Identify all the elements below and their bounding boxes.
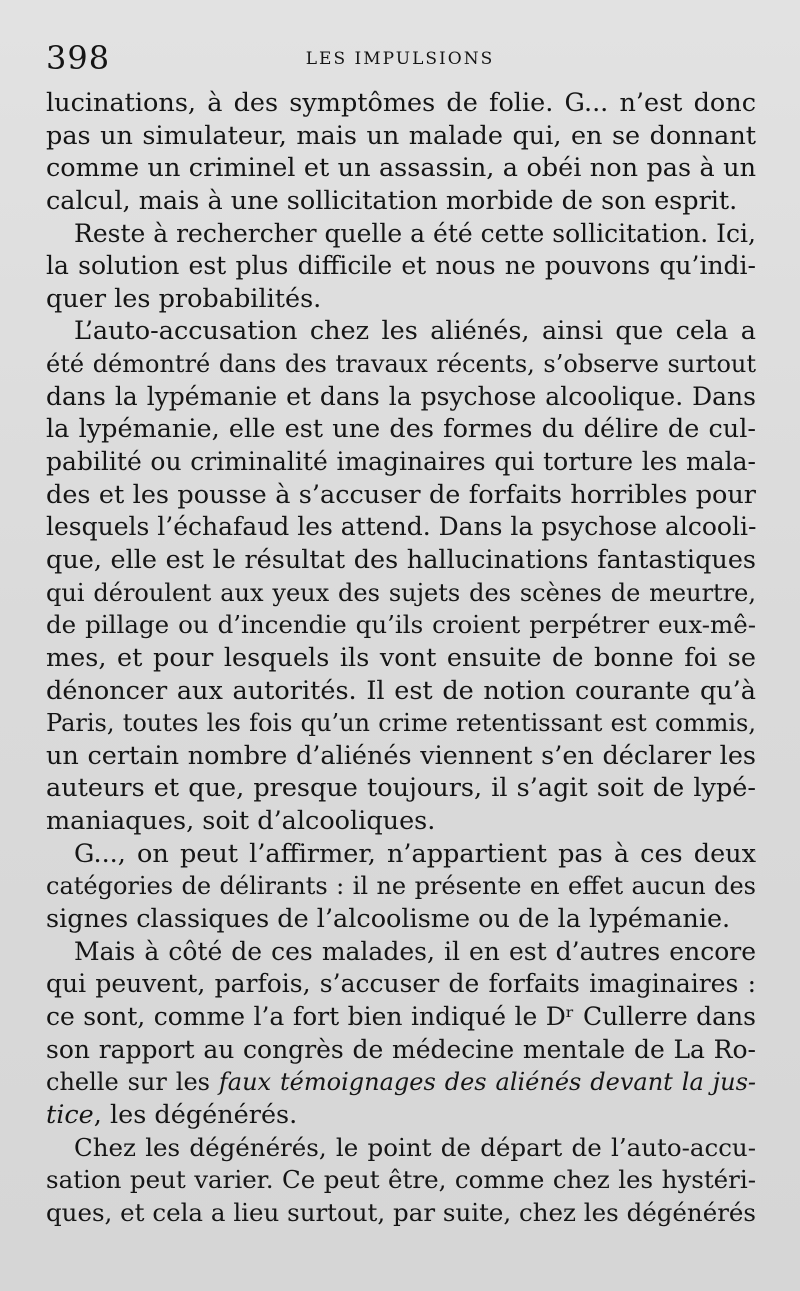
text-line: la solution est plus difficile et nous ne pouvons qu’indi- <box>46 251 756 281</box>
body-text <box>46 87 756 1229</box>
text-line: son rapport au congrès de médecine mentale de La Ro- <box>46 1034 756 1064</box>
text-line: auteurs et que, presque toujours, il s’agit soit de lypé- <box>46 773 756 804</box>
text-line: catégories de délirants : il ne présente en effet aucun des <box>46 872 756 901</box>
text-line: maniaques, soit d’alcooliques. <box>46 806 436 837</box>
text-line: Paris, toutes les fois qu’un crime retentissant est commis, <box>46 709 756 738</box>
text-line: de pillage ou d’incendie qu’ils croient perpétrer eux-mê- <box>46 610 756 640</box>
running-head: LES IMPULSIONS <box>305 49 495 69</box>
text-line: signes classiques de l’alcoolisme ou de la lypémanie. <box>46 904 731 935</box>
text-line <box>46 1099 756 1132</box>
text-segment: , les dégénérés. <box>93 1099 298 1130</box>
text-line: que, elle est le résultat des hallucinations fantastiques <box>46 544 756 575</box>
text-line: G..., on peut l’affirmer, n’appartient pas à ces deux <box>74 838 756 869</box>
text-line: comme un criminel et un assassin, a obéi non pas à un <box>46 153 756 184</box>
text-line: lucinations, à des symptômes de folie. G... n’est donc <box>46 88 756 118</box>
text-line: la lypémanie, elle est une des formes du délire de cul- <box>46 414 756 445</box>
text-line: sation peut varier. Ce peut être, comme chez les hystéri- <box>46 1165 756 1195</box>
text-line: Reste à rechercher quelle a été cette sollicitation. Ici, <box>74 218 756 248</box>
text-line: pas un simulateur, mais un malade qui, en se donnant <box>46 120 756 151</box>
text-line: dénoncer aux autorités. Il est de notion courante qu’à <box>46 675 756 706</box>
text-line: un certain nombre d’aliénés viennent s’en déclarer les <box>46 740 756 771</box>
text-line: lesquels l’échafaud les attend. Dans la psychose alcooli- <box>46 512 757 542</box>
text-line: dans la lypémanie et dans la psychose alcoolique. Dans <box>46 381 756 411</box>
text-line: Chez les dégénérés, le point de départ de l’auto-accu- <box>74 1132 756 1162</box>
text-line: des et les pousse à s’accuser de forfaits horribles pour <box>46 479 756 510</box>
text-line: ques, et cela a lieu surtout, par suite, chez les dégénérés <box>46 1197 756 1227</box>
page-number: 398 <box>46 39 111 77</box>
text-line: qui peuvent, parfois, s’accuser de forfaits imaginaires : <box>46 969 756 999</box>
text-line: Mais à côté de ces malades, il en est d’autres encore <box>74 936 756 966</box>
text-line: quer les probabilités. <box>46 283 322 314</box>
text-line: mes, et pour lesquels ils vont ensuite de bonne foi se <box>46 642 756 673</box>
text-line: L’auto-accusation chez les aliénés, ainsi que cela a <box>74 316 756 347</box>
page-header <box>46 38 754 78</box>
text-line <box>46 1066 756 1099</box>
text-line: ce sont, comme l’a fort bien indiqué le Dʳ Cullerre dans <box>46 1001 756 1031</box>
text-line: été démontré dans des travaux récents, s’observe surtout <box>46 350 756 379</box>
text-line: qui déroulent aux yeux des sujets des scènes de meurtre, <box>46 578 756 607</box>
italic-text-segment: tice <box>46 1099 94 1130</box>
text-segment: chelle sur les <box>46 1068 219 1097</box>
text-line: pabilité ou criminalité imaginaires qui torture les mala- <box>46 447 756 477</box>
italic-text-segment: faux témoignages des aliénés devant la jus- <box>218 1068 757 1097</box>
text-line: calcul, mais à une sollicitation morbide de son esprit. <box>46 185 738 216</box>
